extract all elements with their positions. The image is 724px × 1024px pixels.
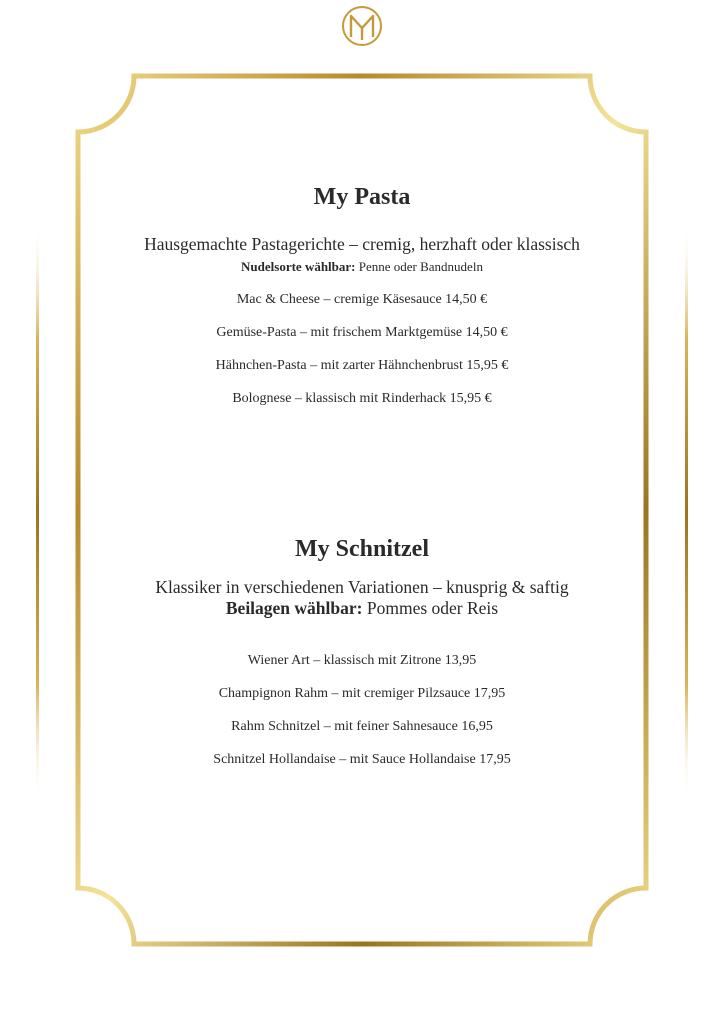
pasta-choice xyxy=(80,259,644,275)
menu-item: Hähnchen-Pasta – mit zarter Hähnchenbrust 15,95 € xyxy=(215,358,509,373)
pasta-choice-label: Nudelsorte wählbar: xyxy=(241,259,356,274)
menu-item: Rahm Schnitzel – mit feiner Sahnesauce 16,95 xyxy=(231,719,493,734)
schnitzel-choice-label: Beilagen wählbar: xyxy=(225,598,363,618)
menu-item: Wiener Art – klassisch mit Zitrone 13,95 xyxy=(247,653,477,668)
schnitzel-choice-value: Pommes oder Reis xyxy=(362,598,499,618)
schnitzel-choice xyxy=(80,598,644,619)
side-line-left xyxy=(36,222,39,802)
menu-item: Bolognese – klassisch mit Rinderhack 15,95 € xyxy=(232,391,492,406)
menu-item: Mac & Cheese – cremige Käsesauce 14,50 € xyxy=(236,292,488,307)
pasta-title: My Pasta xyxy=(313,184,411,210)
pasta-subtitle: Hausgemachte Pastagerichte – cremig, herzhaft oder klassisch xyxy=(144,234,580,254)
schnitzel-subtitle: Klassiker in verschiedenen Variationen – knusprig & saftig xyxy=(155,577,569,597)
schnitzel-title: My Schnitzel xyxy=(295,536,429,562)
side-line-right xyxy=(685,222,688,802)
menu-item: Champignon Rahm – mit cremiger Pilzsauce 17,95 xyxy=(218,686,506,701)
my-monogram-logo xyxy=(340,4,384,48)
menu-item: Schnitzel Hollandaise – mit Sauce Hollandaise 17,95 xyxy=(213,752,511,767)
pasta-choice-value: Penne oder Bandnudeln xyxy=(355,259,483,274)
menu-item: Gemüse-Pasta – mit frischem Marktgemüse 14,50 € xyxy=(216,325,508,340)
